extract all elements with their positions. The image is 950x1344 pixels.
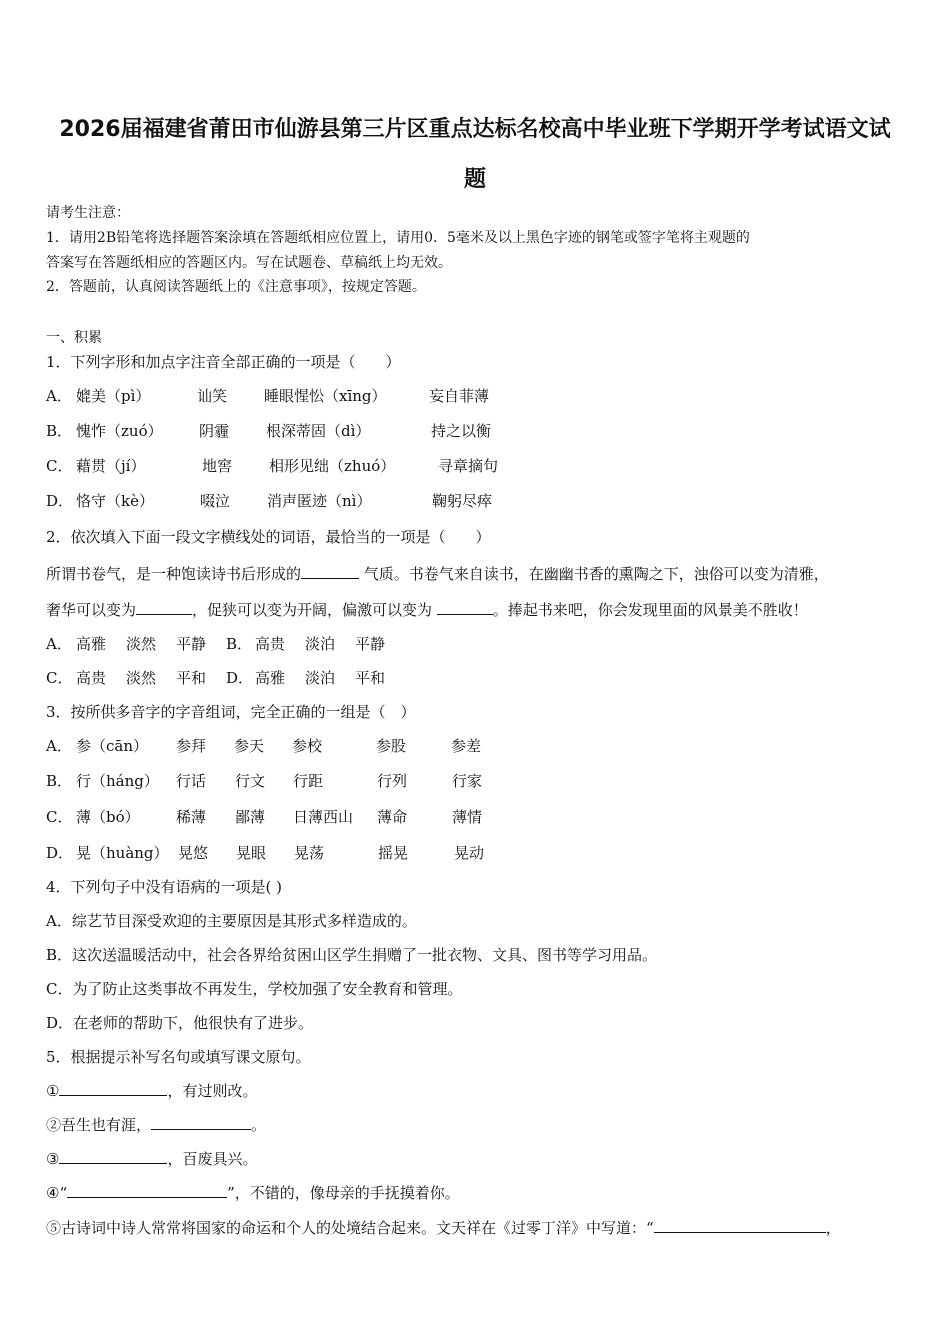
option-label: B．	[226, 635, 253, 653]
option-item: 睡眼惺忪（xīng）	[264, 387, 387, 405]
q4-option-a	[46, 910, 417, 931]
option-item: 媲美（pì）	[76, 387, 151, 405]
q4-option-d	[46, 1012, 313, 1033]
item-text: ①	[46, 1082, 60, 1100]
option-label: D．	[226, 669, 254, 687]
q2-passage-text: ，促狭可以变为开阔，偏激可以变为	[192, 601, 437, 619]
option-item: 参（cān）	[76, 737, 149, 755]
option-item: 平静	[355, 635, 386, 653]
q4-stem: 4．下列句子中没有语病的一项是( )	[46, 878, 283, 896]
section-heading: 一、积累	[46, 330, 102, 346]
option-item: 参拜	[176, 737, 207, 755]
notice-line-1: 1．请用2B铅笔将选择题答案涂填在答题纸相应位置上，请用0．5毫米及以上黑色字迹的钢笔或签字笔将主观题的	[46, 230, 750, 246]
q5-stem: 5．根据提示补写名句或填写课文原句。	[46, 1048, 311, 1066]
option-item: 参股	[376, 737, 407, 755]
option-item: 薄命	[377, 808, 408, 826]
option-label: B．	[46, 946, 73, 964]
option-item: 淡然	[126, 669, 157, 687]
q5-blank-3	[59, 1149, 167, 1164]
q2-passage-line-1	[46, 563, 829, 584]
q2-passage-line-2	[46, 599, 808, 620]
option-label: C．	[46, 808, 73, 826]
exam-title-line-1: 2026届福建省莆田市仙游县第三片区重点达标名校高中毕业班下学期开学考试语文试	[59, 117, 891, 142]
option-label: C．	[46, 669, 73, 687]
item-text: ”，不错的，像母亲的手抚摸着你。	[227, 1184, 460, 1202]
option-item: 平静	[176, 635, 207, 653]
option-item: 晃动	[454, 844, 485, 862]
option-item: 高贵	[255, 635, 286, 653]
option-item: 高雅	[255, 669, 286, 687]
q5-blank-1	[59, 1081, 167, 1096]
option-item: 根深蒂固（dì）	[266, 422, 371, 440]
option-item: 行话	[176, 772, 207, 790]
option-item: 平和	[176, 669, 207, 687]
option-label: A．	[46, 635, 72, 653]
option-label: A．	[46, 387, 72, 405]
option-label: D．	[46, 1014, 74, 1032]
option-label: A．	[46, 912, 72, 930]
option-item: 寻章摘句	[438, 457, 499, 475]
item-text: ，有过则改。	[167, 1082, 258, 1100]
option-text: 这次送温暖活动中，社会各界给贫困山区学生捐赠了一批衣物、文具、图书等学习用品。	[72, 946, 658, 964]
q2-blank-1	[301, 564, 359, 579]
option-item: 薄（bó）	[76, 808, 140, 826]
option-item: 行列	[377, 772, 408, 790]
option-item: 藉贯（jí）	[76, 457, 146, 475]
option-item: 行文	[235, 772, 266, 790]
option-label: C．	[46, 457, 73, 475]
option-item: 鄙薄	[235, 808, 266, 826]
option-item: 妄自菲薄	[429, 387, 490, 405]
option-item: 参校	[292, 737, 323, 755]
q3-stem: 3．按所供多音字的字音组词，完全正确的一组是（ ）	[46, 703, 416, 721]
option-label: A．	[46, 737, 72, 755]
option-item: 行（háng）	[76, 772, 159, 790]
option-item: 淡泊	[305, 669, 336, 687]
option-item: 鞠躬尽瘁	[432, 492, 493, 510]
exam-title-line-2: 题	[463, 167, 486, 192]
option-label: C．	[46, 980, 73, 998]
option-item: 平和	[355, 669, 386, 687]
item-text: ④“	[46, 1184, 68, 1202]
option-item: 恪守（kè）	[76, 492, 154, 510]
option-item: 摇晃	[378, 844, 409, 862]
q1-stem: 1．下列字形和加点字注音全部正确的一项是（ ）	[46, 353, 401, 371]
q5-item-2	[46, 1114, 266, 1135]
item-text: 。	[251, 1116, 267, 1134]
option-text: 在老师的帮助下，他很快有了进步。	[73, 1014, 314, 1032]
option-item: 持之以衡	[431, 422, 492, 440]
option-item: 愧怍（zuó）	[76, 422, 163, 440]
notice-line-3: 2．答题前，认真阅读答题纸上的《注意事项》，按规定答题。	[46, 279, 426, 295]
option-item: 晃荡	[294, 844, 325, 862]
option-item: 淡泊	[305, 635, 336, 653]
q5-blank-5	[654, 1218, 826, 1233]
q2-passage-text: 奢华可以变为	[46, 601, 137, 619]
notice-line-2: 答案写在答题纸相应的答题区内。写在试题卷、草稿纸上均无效。	[46, 255, 452, 271]
option-item: 行距	[293, 772, 324, 790]
option-item: 行家	[452, 772, 483, 790]
option-item: 讪笑	[197, 387, 228, 405]
option-item: 阴霾	[199, 422, 230, 440]
option-label: D．	[46, 492, 74, 510]
q5-item-1	[46, 1080, 257, 1101]
option-item: 高贵	[76, 669, 107, 687]
q2-passage-text: 所谓书卷气，是一种饱读诗书后形成的	[46, 565, 302, 583]
option-item: 日薄西山	[293, 808, 354, 826]
q5-blank-4	[67, 1183, 227, 1198]
item-text: ，百废具兴。	[167, 1150, 258, 1168]
notice-heading: 请考生注意：	[46, 205, 130, 221]
option-item: 薄情	[452, 808, 483, 826]
q2-stem: 2．依次填入下面一段文字横线处的词语，最恰当的一项是（ ）	[46, 528, 491, 546]
option-item: 参差	[451, 737, 482, 755]
option-item: 晃眼	[236, 844, 267, 862]
q2-passage-text: 气质。书卷气来自读书，在幽幽书香的熏陶之下，浊俗可以变为清雅，	[359, 565, 829, 583]
option-text: 综艺节目深受欢迎的主要原因是其形式多样造成的。	[71, 912, 417, 930]
option-item: 晃（huàng）	[76, 844, 169, 862]
option-item: 相形见绌（zhuó）	[269, 457, 396, 475]
item-text: ③	[46, 1150, 60, 1168]
q4-option-c	[46, 978, 463, 999]
option-item: 晃悠	[178, 844, 209, 862]
item-text: ，	[825, 1219, 841, 1237]
option-item: 消声匿迹（nì）	[267, 492, 372, 510]
q2-blank-3	[437, 600, 493, 615]
option-item: 淡然	[126, 635, 157, 653]
q2-blank-2	[136, 600, 192, 615]
q5-blank-2	[151, 1115, 251, 1130]
item-text: ②吾生也有涯，	[46, 1116, 152, 1134]
option-text: 为了防止这类事故不再发生，学校加强了安全教育和管理。	[72, 980, 463, 998]
option-item: 啜泣	[200, 492, 231, 510]
option-item: 高雅	[76, 635, 107, 653]
q2-passage-text: 。捧起书来吧，你会发现里面的风景美不胜收！	[492, 601, 808, 619]
item-text: ⑤古诗词中诗人常常将国家的命运和个人的处境结合起来。文天祥在《过零丁洋》中写道：“	[46, 1219, 654, 1237]
q5-item-4	[46, 1182, 460, 1203]
q5-item-5	[46, 1217, 841, 1238]
option-item: 稀薄	[176, 808, 207, 826]
option-item: 地窖	[202, 457, 233, 475]
option-label: B．	[46, 422, 73, 440]
option-label: D．	[46, 844, 74, 862]
option-item: 参天	[234, 737, 265, 755]
q5-item-3	[46, 1148, 257, 1169]
q4-option-b	[46, 944, 657, 965]
option-label: B．	[46, 772, 73, 790]
